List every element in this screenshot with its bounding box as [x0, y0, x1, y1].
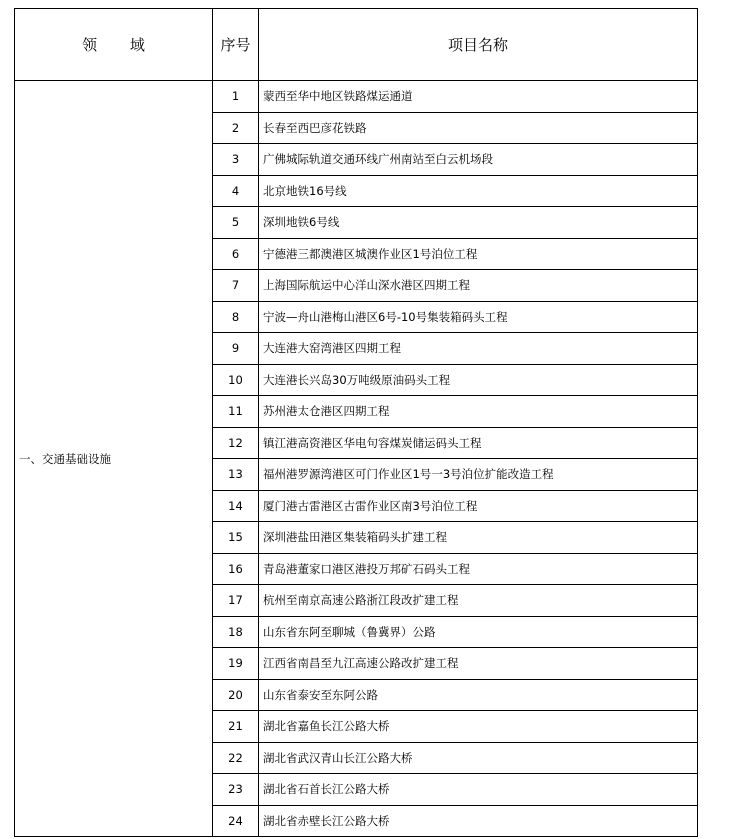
seq-cell: 4 — [213, 175, 259, 207]
seq-cell: 16 — [213, 553, 259, 585]
seq-cell: 15 — [213, 522, 259, 554]
header-name: 项目名称 — [259, 9, 698, 81]
seq-cell: 21 — [213, 711, 259, 743]
seq-cell: 1 — [213, 81, 259, 113]
seq-cell: 19 — [213, 648, 259, 680]
table-row — [15, 81, 698, 113]
seq-cell: 23 — [213, 774, 259, 806]
project-name-cell: 厦门港古雷港区古雷作业区南3号泊位工程 — [259, 490, 698, 522]
seq-cell: 13 — [213, 459, 259, 491]
seq-cell: 8 — [213, 301, 259, 333]
project-name-cell: 湖北省赤壁长江公路大桥 — [259, 805, 698, 837]
project-name-cell: 福州港罗源湾港区可门作业区1号一3号泊位扩能改造工程 — [259, 459, 698, 491]
project-name-cell: 深圳地铁6号线 — [259, 207, 698, 239]
project-table — [14, 8, 698, 837]
project-name-cell: 长春至西巴彦花铁路 — [259, 112, 698, 144]
seq-cell: 6 — [213, 238, 259, 270]
project-name-cell: 山东省东阿至聊城（鲁冀界）公路 — [259, 616, 698, 648]
seq-cell: 7 — [213, 270, 259, 302]
project-name-cell: 上海国际航运中心洋山深水港区四期工程 — [259, 270, 698, 302]
project-name-cell: 湖北省石首长江公路大桥 — [259, 774, 698, 806]
table-body — [15, 81, 698, 837]
seq-cell: 22 — [213, 742, 259, 774]
project-name-cell: 大连港长兴岛30万吨级原油码头工程 — [259, 364, 698, 396]
seq-cell: 10 — [213, 364, 259, 396]
project-table-sheet — [14, 8, 697, 837]
seq-cell: 17 — [213, 585, 259, 617]
project-name-cell: 广佛城际轨道交通环线广州南站至白云机场段 — [259, 144, 698, 176]
seq-cell: 11 — [213, 396, 259, 428]
domain-cell: 一、交通基础设施 — [15, 81, 213, 837]
seq-cell: 18 — [213, 616, 259, 648]
project-name-cell: 北京地铁16号线 — [259, 175, 698, 207]
seq-cell: 3 — [213, 144, 259, 176]
project-name-cell: 青岛港董家口港区港投万邦矿石码头工程 — [259, 553, 698, 585]
project-name-cell: 江西省南昌至九江高速公路改扩建工程 — [259, 648, 698, 680]
seq-cell: 14 — [213, 490, 259, 522]
seq-cell: 5 — [213, 207, 259, 239]
project-name-cell: 蒙西至华中地区铁路煤运通道 — [259, 81, 698, 113]
header-seq: 序号 — [213, 9, 259, 81]
project-name-cell: 宁德港三都澳港区城澳作业区1号泊位工程 — [259, 238, 698, 270]
project-name-cell: 湖北省嘉鱼长江公路大桥 — [259, 711, 698, 743]
project-name-cell: 湖北省武汉青山长江公路大桥 — [259, 742, 698, 774]
seq-cell: 9 — [213, 333, 259, 365]
seq-cell: 24 — [213, 805, 259, 837]
project-name-cell: 镇江港高资港区华电句容煤炭储运码头工程 — [259, 427, 698, 459]
project-name-cell: 杭州至南京高速公路浙江段改扩建工程 — [259, 585, 698, 617]
project-name-cell: 苏州港太仓港区四期工程 — [259, 396, 698, 428]
header-domain: 领 域 — [15, 9, 213, 81]
seq-cell: 2 — [213, 112, 259, 144]
seq-cell: 12 — [213, 427, 259, 459]
project-name-cell: 大连港大窑湾港区四期工程 — [259, 333, 698, 365]
project-name-cell: 深圳港盐田港区集装箱码头扩建工程 — [259, 522, 698, 554]
project-name-cell: 宁波—舟山港梅山港区6号-10号集装箱码头工程 — [259, 301, 698, 333]
project-name-cell: 山东省泰安至东阿公路 — [259, 679, 698, 711]
seq-cell: 20 — [213, 679, 259, 711]
header-row — [15, 9, 698, 81]
